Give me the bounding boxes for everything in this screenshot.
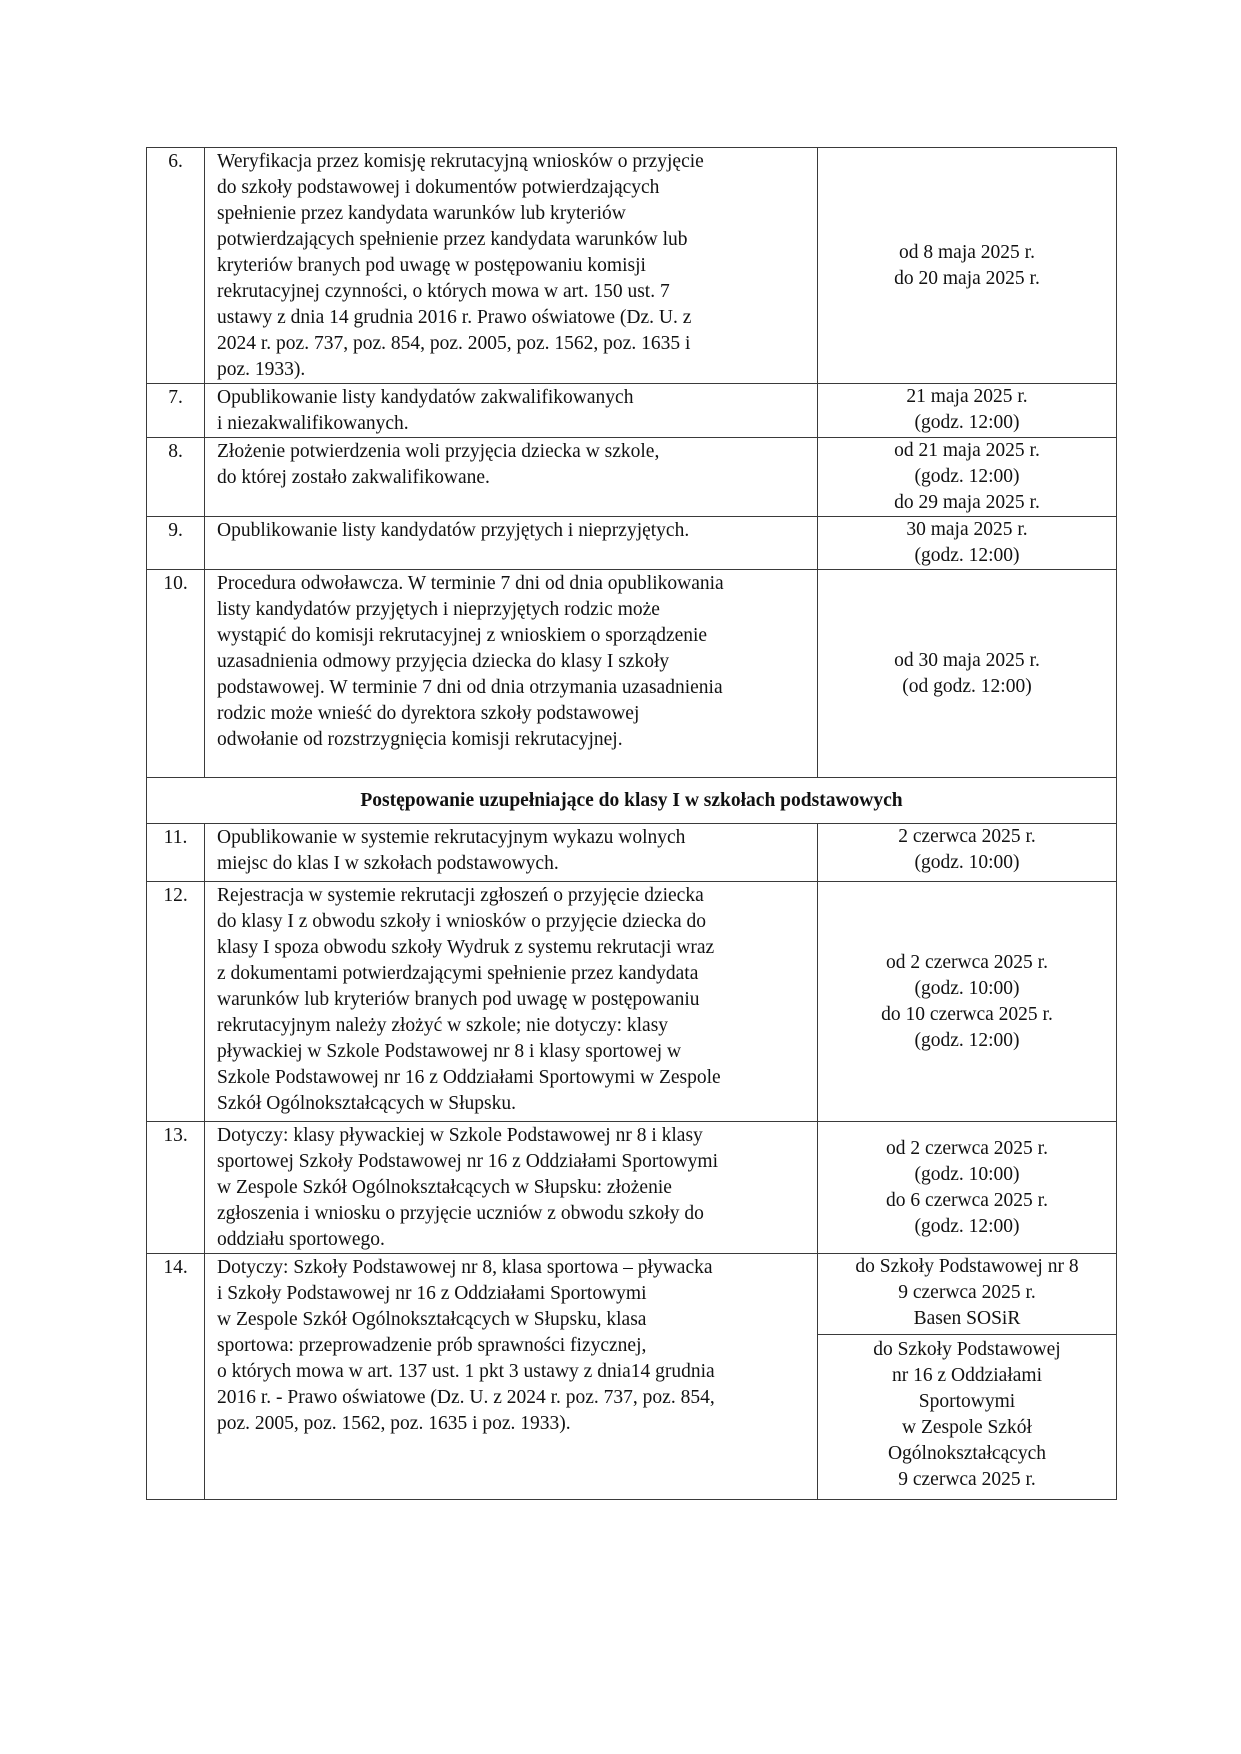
row-date — [818, 1254, 1117, 1500]
date-line: (godz. 10:00) — [914, 1163, 1020, 1185]
description-line: Dotyczy: Szkoły Podstawowej nr 8, klasa sportowa – pływacka — [217, 1257, 713, 1278]
description-line: Dotyczy: klasy pływackiej w Szkole Podstawowej nr 8 i klasy — [217, 1125, 703, 1146]
description-line: sportowa: przeprowadzenie prób sprawności fizycznej, — [217, 1335, 647, 1356]
date-line: od 2 czerwca 2025 r. — [886, 1137, 1048, 1159]
description-line: pływackiej w Szkole Podstawowej nr 8 i klasy sportowej w — [217, 1041, 682, 1062]
date-line: (godz. 12:00) — [914, 1029, 1020, 1051]
date-line: Ogólnokształcących — [887, 1443, 1047, 1464]
date-line: do 10 czerwca 2025 r. — [881, 1003, 1053, 1025]
date-line: Basen SOSiR — [913, 1308, 1021, 1329]
description-line: o których mowa w art. 137 ust. 1 pkt 3 ustawy z dnia14 grudnia — [217, 1361, 715, 1382]
date-line: nr 16 z Oddziałami — [892, 1365, 1042, 1386]
description-line: Opublikowanie w systemie rekrutacyjnym wykazu wolnych — [217, 827, 686, 848]
schedule-table-body — [147, 148, 1117, 1500]
date-line: (godz. 12:00) — [914, 466, 1020, 487]
section-header-row — [147, 778, 1117, 824]
description-line: w Zespole Szkół Ogólnokształcących w Słupsku, klasa — [217, 1309, 647, 1330]
row-description — [205, 517, 818, 570]
description-line: warunków lub kryteriów branych pod uwagę w postępowaniu — [217, 989, 700, 1010]
description-line: uzasadnienia odmowy przyjęcia dziecka do klasy I szkoły — [217, 651, 670, 672]
row-number: 7. — [147, 384, 205, 438]
row-number: 6. — [147, 148, 205, 384]
table-row — [147, 1122, 1117, 1254]
date-line: do Szkoły Podstawowej — [873, 1339, 1061, 1360]
description-line: w Zespole Szkół Ogólnokształcących w Słupsku: złożenie — [217, 1177, 672, 1198]
description-line: Opublikowanie listy kandydatów przyjętych i nieprzyjętych. — [217, 520, 690, 541]
row-number: 13. — [147, 1122, 205, 1254]
description-line: potwierdzających spełnienie przez kandydata warunków lub — [217, 229, 688, 250]
table-row — [147, 384, 1117, 438]
date-line: (godz. 12:00) — [914, 412, 1020, 433]
row-description — [205, 1254, 818, 1500]
table-row — [147, 824, 1117, 882]
row-number: 11. — [147, 824, 205, 882]
row-date — [818, 517, 1117, 570]
description-line: Szkół Ogólnokształcących w Słupsku. — [217, 1093, 516, 1114]
description-line: rodzic może wnieść do dyrektora szkoły podstawowej — [217, 703, 640, 724]
table-row — [147, 570, 1117, 778]
table-row — [147, 1254, 1117, 1500]
description-line: Weryfikacja przez komisję rekrutacyjną wniosków o przyjęcie — [217, 151, 704, 172]
date-line: od 21 maja 2025 r. — [894, 440, 1040, 461]
table-row — [147, 148, 1117, 384]
date-line: od 30 maja 2025 r. — [894, 649, 1040, 671]
row-date — [818, 148, 1117, 384]
date-line: od 8 maja 2025 r. — [899, 241, 1035, 263]
description-line: i Szkoły Podstawowej nr 16 z Oddziałami Sportowymi — [217, 1283, 647, 1304]
description-line: 2016 r. - Prawo oświatowe (Dz. U. z 2024 r. poz. 737, poz. 854, — [217, 1387, 715, 1408]
date-line: 21 maja 2025 r. — [906, 386, 1028, 407]
description-line: Procedura odwoławcza. W terminie 7 dni od dnia opublikowania — [217, 573, 724, 594]
description-line: spełnienie przez kandydata warunków lub kryteriów — [217, 203, 626, 224]
date-line: 9 czerwca 2025 r. — [898, 1469, 1036, 1490]
date-block-sp16 — [818, 1337, 1116, 1493]
description-line: 2024 r. poz. 737, poz. 854, poz. 2005, poz. 1562, poz. 1635 i — [217, 333, 691, 354]
date-block-sp8 — [818, 1254, 1116, 1335]
row-description — [205, 148, 818, 384]
row-description — [205, 824, 818, 882]
date-line: w Zespole Szkół — [902, 1417, 1032, 1438]
description-line: i niezakwalifikowanych. — [217, 413, 409, 434]
description-line: ustawy z dnia 14 grudnia 2016 r. Prawo oświatowe (Dz. U. z — [217, 307, 692, 328]
row-number: 14. — [147, 1254, 205, 1500]
schedule-table — [146, 147, 1117, 1500]
description-line: rekrutacyjnym należy złożyć w szkole; nie dotyczy: klasy — [217, 1015, 669, 1036]
date-line: do 29 maja 2025 r. — [894, 492, 1040, 513]
description-line: kryteriów branych pod uwagę w postępowaniu komisji — [217, 255, 646, 276]
description-line: oddziału sportowego. — [217, 1229, 385, 1250]
description-line: poz. 2005, poz. 1562, poz. 1635 i poz. 1933). — [217, 1413, 571, 1434]
row-date — [818, 384, 1117, 438]
table-row — [147, 517, 1117, 570]
row-description — [205, 882, 818, 1122]
row-date — [818, 570, 1117, 778]
description-line: odwołanie od rozstrzygnięcia komisji rekrutacyjnej. — [217, 729, 623, 750]
date-line: (godz. 12:00) — [914, 1215, 1020, 1237]
row-number: 10. — [147, 570, 205, 778]
date-line: 30 maja 2025 r. — [906, 519, 1028, 540]
description-line: do szkoły podstawowej i dokumentów potwierdzających — [217, 177, 660, 198]
description-line: poz. 1933). — [217, 359, 306, 380]
date-line: do Szkoły Podstawowej nr 8 — [855, 1256, 1079, 1277]
date-line: (godz. 12:00) — [914, 545, 1020, 566]
description-line: rekrutacyjnej czynności, o których mowa w art. 150 ust. 7 — [217, 281, 670, 302]
row-number: 12. — [147, 882, 205, 1122]
description-line: Opublikowanie listy kandydatów zakwalifikowanych — [217, 387, 634, 408]
table-row — [147, 882, 1117, 1122]
row-date — [818, 1122, 1117, 1254]
row-number: 8. — [147, 438, 205, 517]
row-date — [818, 824, 1117, 882]
row-date — [818, 882, 1117, 1122]
date-line: (godz. 10:00) — [914, 977, 1020, 999]
date-line: 2 czerwca 2025 r. — [898, 826, 1036, 847]
table-row — [147, 438, 1117, 517]
row-number: 9. — [147, 517, 205, 570]
row-description — [205, 570, 818, 778]
description-line: wystąpić do komisji rekrutacyjnej z wnioskiem o sporządzenie — [217, 625, 708, 646]
description-line: listy kandydatów przyjętych i nieprzyjętych rodzic może — [217, 599, 660, 620]
description-line: sportowej Szkoły Podstawowej nr 16 z Oddziałami Sportowymi — [217, 1151, 718, 1172]
section-title: Postępowanie uzupełniające do klasy I w szkołach podstawowych — [147, 778, 1117, 824]
description-line: podstawowej. W terminie 7 dni od dnia otrzymania uzasadnienia — [217, 677, 723, 698]
row-description — [205, 438, 818, 517]
description-line: do klasy I z obwodu szkoły i wniosków o przyjęcie dziecka do — [217, 911, 707, 932]
date-line: (od godz. 12:00) — [902, 675, 1032, 697]
row-description — [205, 1122, 818, 1254]
description-line: Rejestracja w systemie rekrutacji zgłoszeń o przyjęcie dziecka — [217, 885, 704, 906]
date-line: do 6 czerwca 2025 r. — [886, 1189, 1048, 1211]
date-line: Sportowymi — [918, 1391, 1016, 1412]
description-line: zgłoszenia i wniosku o przyjęcie uczniów z obwodu szkoły do — [217, 1203, 704, 1224]
description-line: klasy I spoza obwodu szkoły Wydruk z systemu rekrutacji wraz — [217, 937, 715, 958]
date-line: 9 czerwca 2025 r. — [898, 1282, 1036, 1303]
description-line: do której zostało zakwalifikowane. — [217, 467, 490, 488]
row-date — [818, 438, 1117, 517]
date-line: od 2 czerwca 2025 r. — [886, 951, 1048, 973]
row-description — [205, 384, 818, 438]
date-line: (godz. 10:00) — [914, 852, 1020, 873]
description-line: Szkole Podstawowej nr 16 z Oddziałami Sportowymi w Zespole — [217, 1067, 721, 1088]
date-line: do 20 maja 2025 r. — [894, 267, 1040, 289]
description-line: z dokumentami potwierdzającymi spełnienie przez kandydata — [217, 963, 699, 984]
description-line: miejsc do klas I w szkołach podstawowych. — [217, 853, 559, 874]
description-line: Złożenie potwierdzenia woli przyjęcia dziecka w szkole, — [217, 441, 660, 462]
